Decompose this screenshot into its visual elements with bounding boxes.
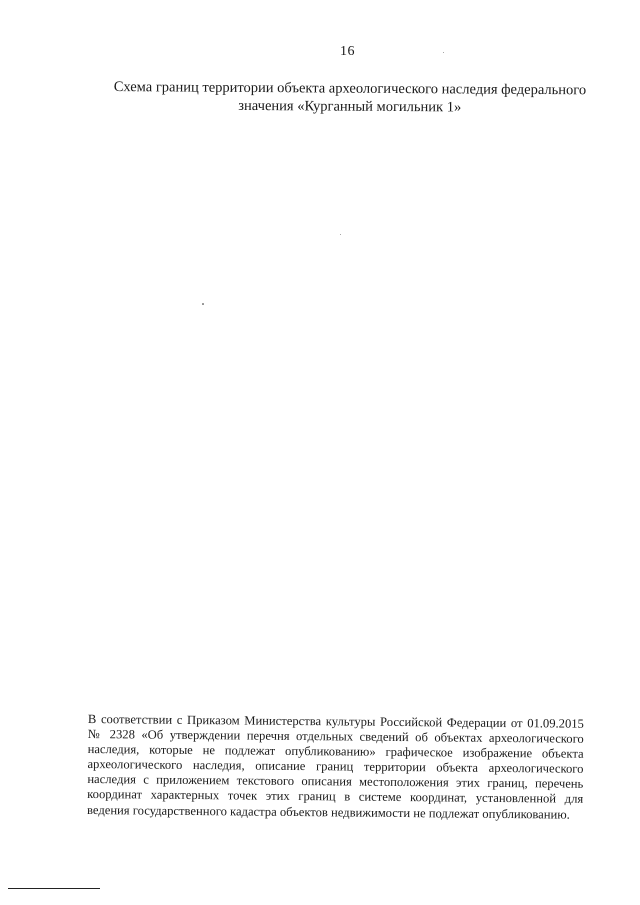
notice-line: № 2328 «Об утверждении перечня отдельных сведений об объектах археологического xyxy=(87,727,584,746)
publication-restriction-notice xyxy=(87,712,584,822)
notice-line: В соответствии с Приказом Министерства культуры Российской Федерации от 01.09.2015 xyxy=(87,712,584,731)
title-line-1: Схема границ территории объекта археологического наследия федерального xyxy=(113,79,587,99)
notice-line: координат характерных точек этих границ в системе координат, установленной для xyxy=(87,787,584,807)
notice-line: археологического наследия, описание границ территории объекта археологического xyxy=(87,757,584,777)
scan-speck xyxy=(443,52,444,53)
notice-line: наследия с приложением текстового описания местоположения этих границ, перечень xyxy=(87,772,584,792)
page-title xyxy=(108,78,592,117)
scan-speck xyxy=(340,234,341,235)
notice-line: наследия, которые не подлежат опубликованию» графическое изображение объекта xyxy=(87,742,584,761)
title-line-2: значения «Курганный могильник 1» xyxy=(238,97,462,116)
scan-speck xyxy=(202,303,204,305)
page-number: 16 xyxy=(340,44,355,59)
footer-rule xyxy=(8,888,100,889)
notice-line: ведения государственного кадастра объектов недвижимости не подлежат опубликованию. xyxy=(86,802,570,822)
